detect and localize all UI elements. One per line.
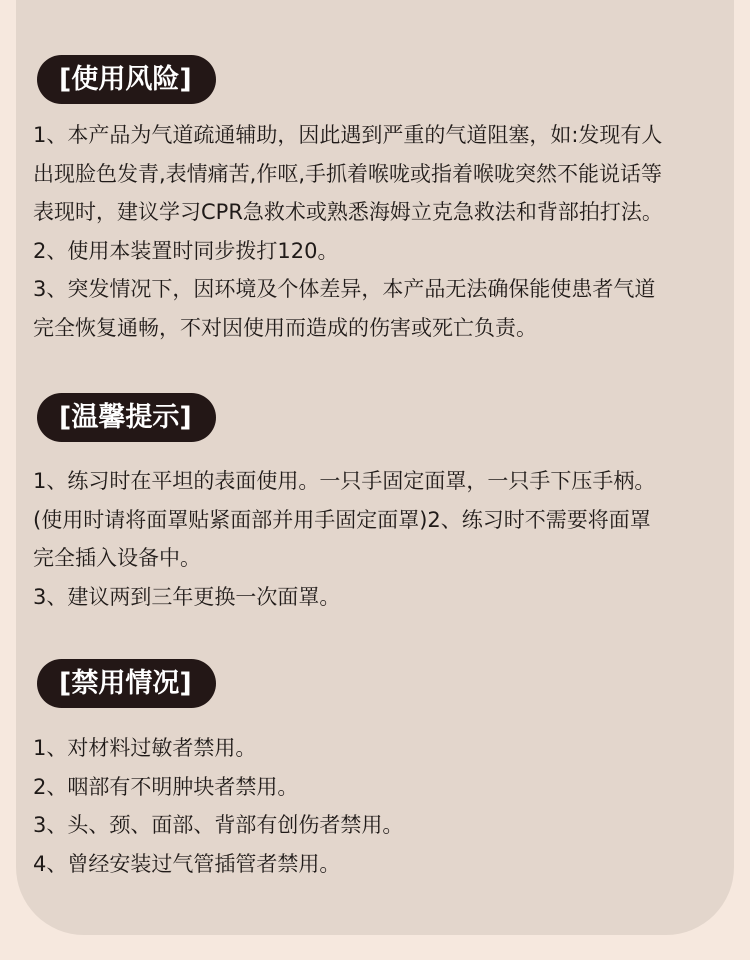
- text-line: 3、头、颈、面部、背部有创伤者禁用。: [33, 813, 404, 837]
- section-title-tips: [温馨提示]: [37, 393, 216, 442]
- text-line: 出现脸色发青,表情痛苦,作呕,手抓着喉咙或指着喉咙突然不能说话等: [33, 161, 663, 186]
- section-title-usage-risk: [使用风险]: [37, 55, 216, 104]
- text-line: 表现时，建议学习CPR急救术或熟悉海姆立克急救法和背部拍打法。: [33, 200, 663, 224]
- section-body-tips: [33, 462, 723, 616]
- section-body-usage-risk: [33, 116, 723, 347]
- text-line: 1、对材料过敏者禁用。: [33, 736, 257, 760]
- text-line: 1、本产品为气道疏通辅助，因此遇到严重的气道阻塞，如:发现有人: [33, 123, 663, 147]
- text-line: 4、曾经安装过气管插管者禁用。: [33, 851, 341, 876]
- text-line: 3、建议两到三年更换一次面罩。: [33, 584, 341, 609]
- text-line: 2、使用本装置时同步拨打120。: [33, 238, 339, 263]
- text-line: 完全插入设备中。: [33, 546, 201, 570]
- text-line: 完全恢复通畅，不对因使用而造成的伤害或死亡负责。: [33, 315, 537, 340]
- section-body-contraindications: [33, 729, 723, 883]
- content-panel: [16, 0, 734, 935]
- text-line: 2、咽部有不明肿块者禁用。: [33, 774, 299, 799]
- text-line: 3、突发情况下，因环境及个体差异，本产品无法确保能使患者气道: [33, 277, 656, 301]
- text-line: 1、练习时在平坦的表面使用。一只手固定面罩，一只手下压手柄。: [33, 469, 656, 493]
- section-title-contraindications: [禁用情况]: [37, 659, 216, 708]
- text-line: (使用时请将面罩贴紧面部并用手固定面罩)2、练习时不需要将面罩: [33, 507, 651, 532]
